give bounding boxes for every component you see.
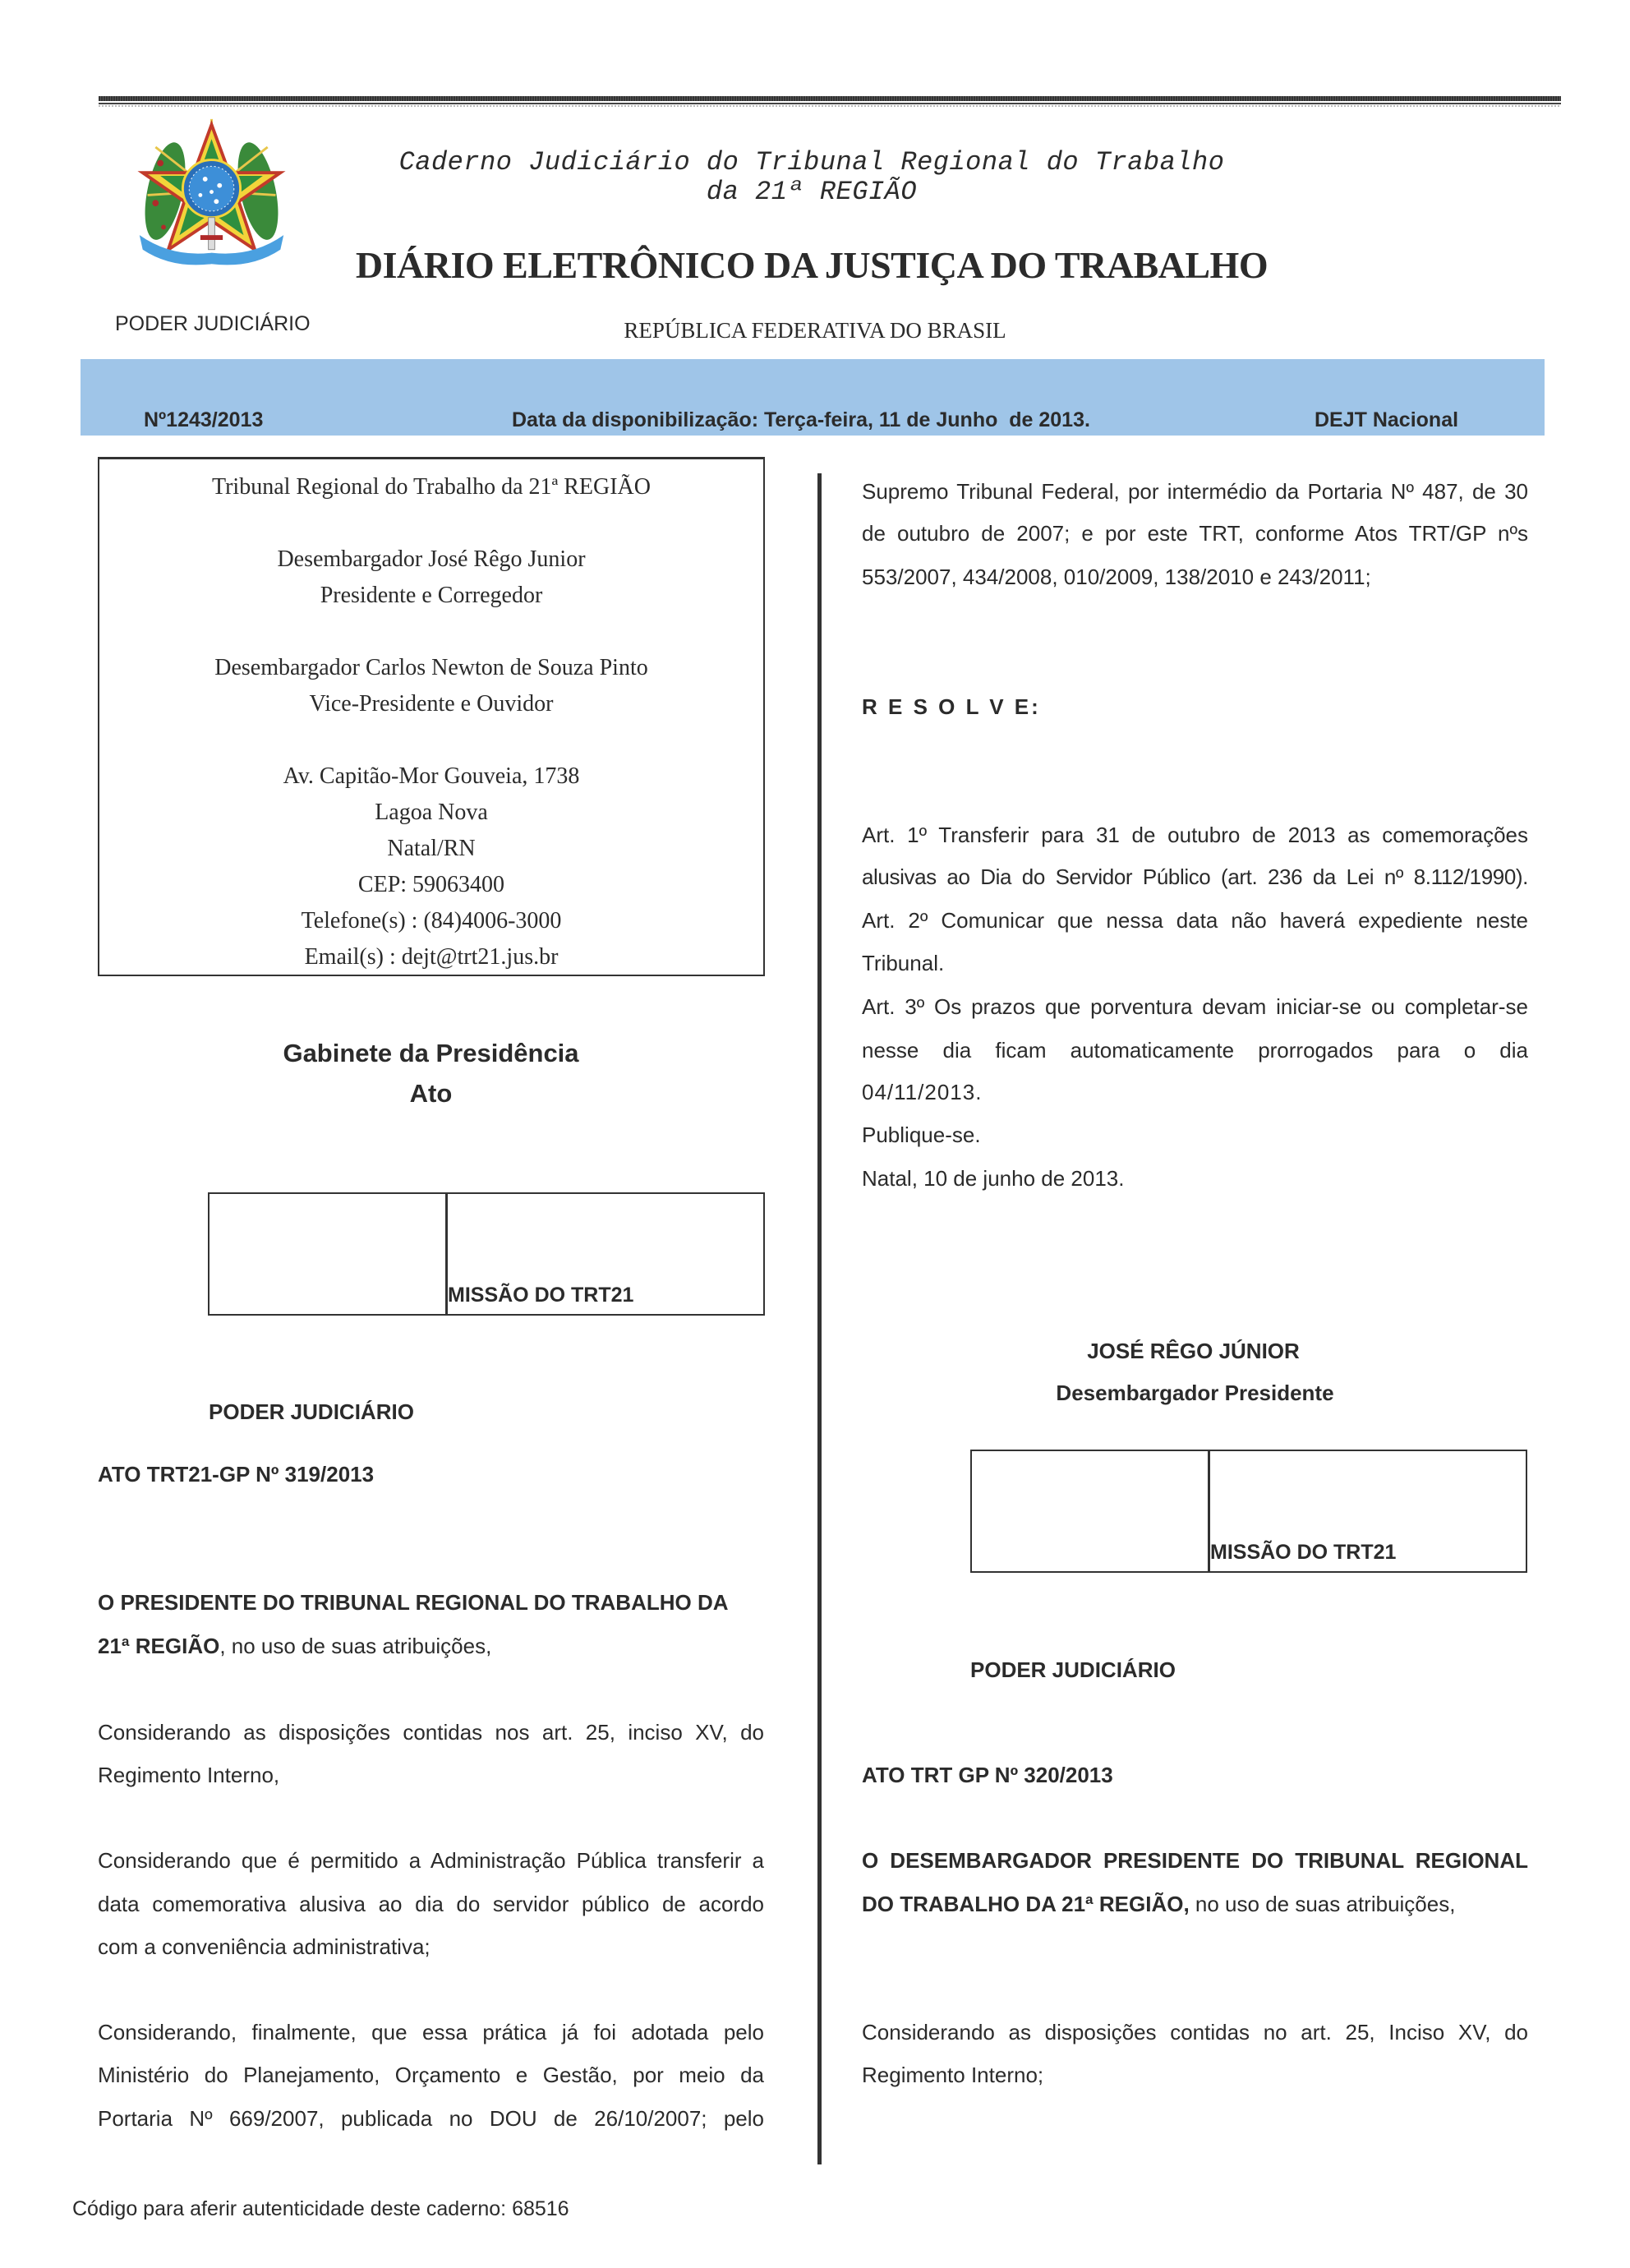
act-power-label: PODER JUDICIÁRIO (970, 1657, 1176, 1682)
page-title: DIÁRIO ELETRÔNICO DA JUSTIÇA DO TRABALHO (355, 244, 1269, 286)
mission-box-left (208, 1192, 765, 1316)
signer-role: Desembargador Presidente (1056, 1381, 1334, 1405)
left-para1-line1: Considerando as disposições contidas nos art. 25, inciso XV, do (98, 1720, 764, 1745)
act-intro-rest: no uso de suas atribuições, (1189, 1892, 1456, 1916)
art3-line2: nesse dia ficam automaticamente prorrogados para o dia (862, 1038, 1528, 1063)
left-para1-line2: Regimento Interno, (98, 1763, 280, 1787)
header-republica: REPÚBLICA FEDERATIVA DO BRASIL (624, 318, 1006, 343)
art3-line3: 04/11/2013. (862, 1080, 983, 1104)
header-subtitle-line1: Caderno Judiciário do Tribunal Regional do Trabalho (398, 147, 1225, 177)
header-poder-judiciario: PODER JUDICIÁRIO (115, 312, 311, 335)
left-para3-line1: Considerando, finalmente, que essa prática já foi adotada pelo (98, 2020, 764, 2044)
right-para1-line2: Regimento Interno; (862, 2063, 1044, 2087)
right-cont-line3: 553/2007, 434/2008, 010/2009, 138/2010 e 243/2011; (862, 565, 1371, 589)
mission-box-right (970, 1450, 1527, 1573)
header-subtitle-line2: da 21ª REGIÃO (706, 177, 918, 207)
court-email-link[interactable]: Email(s) : dejt@trt21.jus.br (304, 944, 559, 970)
act-intro-line2 (862, 1892, 1455, 1917)
left-para3-line2: Ministério do Planejamento, Orçamento e Gestão, por meio da (98, 2063, 764, 2087)
left-para3-line3: Portaria Nº 669/2007, publicada no DOU de 26/10/2007; pelo (98, 2106, 764, 2131)
president-role: Presidente e Corregedor (320, 583, 543, 608)
authenticity-code: Código para aferir autenticidade deste caderno: 68516 (72, 2197, 569, 2220)
court-info-box (98, 457, 765, 976)
availability-date: Data da disponibilização: Terça-feira, 11 de Junho de 2013. (512, 408, 1090, 431)
mission-logo-placeholder (972, 1451, 1210, 1571)
mission-label: MISSÃO DO TRT21 (448, 1284, 634, 1307)
court-city: Natal/RN (387, 836, 476, 861)
act-intro-line1: O DESEMBARGADOR PRESIDENTE DO TRIBUNAL REGIONAL (862, 1848, 1528, 1873)
act-intro-rest: , no uso de suas atribuições, (219, 1634, 492, 1658)
art3-line1: Art. 3º Os prazos que porventura devam iniciar-se ou completar-se (862, 994, 1528, 1019)
art1-line1: Art. 1º Transferir para 31 de outubro de 2013 as comemorações (862, 823, 1528, 847)
act-intro-region: DO TRABALHO DA 21ª REGIÃO, (862, 1892, 1190, 1916)
vice-president-name: Desembargador Carlos Newton de Souza Pinto (214, 655, 648, 680)
right-para1-line1: Considerando as disposições contidas no art. 25, Inciso XV, do (862, 2020, 1528, 2044)
mission-label: MISSÃO DO TRT21 (1210, 1541, 1397, 1564)
act-intro-line1 (98, 1590, 764, 1616)
publish-line: Publique-se. (862, 1122, 981, 1147)
art2-line1: Art. 2º Comunicar que nessa data não haverá expediente neste (862, 908, 1528, 933)
header-rule-thin (99, 103, 1561, 104)
act-intro-line2 (98, 1634, 491, 1659)
place-date: Natal, 10 de junho de 2013. (862, 1166, 1125, 1191)
mission-logo-placeholder (210, 1194, 448, 1314)
right-cont-line2: de outubro de 2007; e por este TRT, conforme Atos TRT/GP nºs (862, 521, 1528, 546)
left-para2-line2: data comemorativa alusiva ao dia do servidor público de acordo (98, 1892, 764, 1916)
act-number: ATO TRT21-GP Nº 319/2013 (98, 1462, 375, 1487)
court-phone: Telefone(s) : (84)4006-3000 (301, 908, 562, 933)
section-subtitle: Ato (409, 1079, 453, 1108)
vice-president-role: Vice-Presidente e Ouvidor (309, 691, 554, 717)
act-intro-region: 21ª REGIÃO (98, 1634, 220, 1658)
art2-line2: Tribunal. (862, 951, 945, 975)
column-separator (817, 473, 822, 2164)
left-para2-line1: Considerando que é permitido a Administração Pública transferir a (98, 1848, 764, 1873)
court-cep: CEP: 59063400 (357, 872, 505, 897)
header-rule (99, 96, 1561, 101)
edition-type: DEJT Nacional (1315, 408, 1459, 431)
president-name: Desembargador José Rêgo Junior (277, 546, 586, 572)
edition-number: Nº1243/2013 (144, 408, 264, 431)
act-number: ATO TRT GP Nº 320/2013 (862, 1763, 1113, 1787)
header-rule-dotted (99, 105, 1561, 107)
court-district: Lagoa Nova (375, 800, 488, 825)
art1-line2: alusivas ao Dia do Servidor Público (art. 236 da Lei nº 8.112/1990). (862, 864, 1528, 889)
court-name: Tribunal Regional do Trabalho da 21ª REGIÃO (211, 474, 651, 500)
section-title: Gabinete da Presidência (283, 1039, 579, 1067)
right-cont-line1: Supremo Tribunal Federal, por intermédio da Portaria Nº 487, de 30 (862, 479, 1528, 504)
act-intro-bold: O PRESIDENTE DO TRIBUNAL REGIONAL DO TRABALHO DA (98, 1590, 729, 1615)
court-address: Av. Capitão-Mor Gouveia, 1738 (283, 763, 580, 789)
resolve-heading: R E S O L V E: (862, 694, 1041, 719)
left-para2-line3: com a conveniência administrativa; (98, 1934, 431, 1959)
act-power-label: PODER JUDICIÁRIO (209, 1399, 414, 1424)
signer-name: JOSÉ RÊGO JÚNIOR (1087, 1339, 1300, 1363)
